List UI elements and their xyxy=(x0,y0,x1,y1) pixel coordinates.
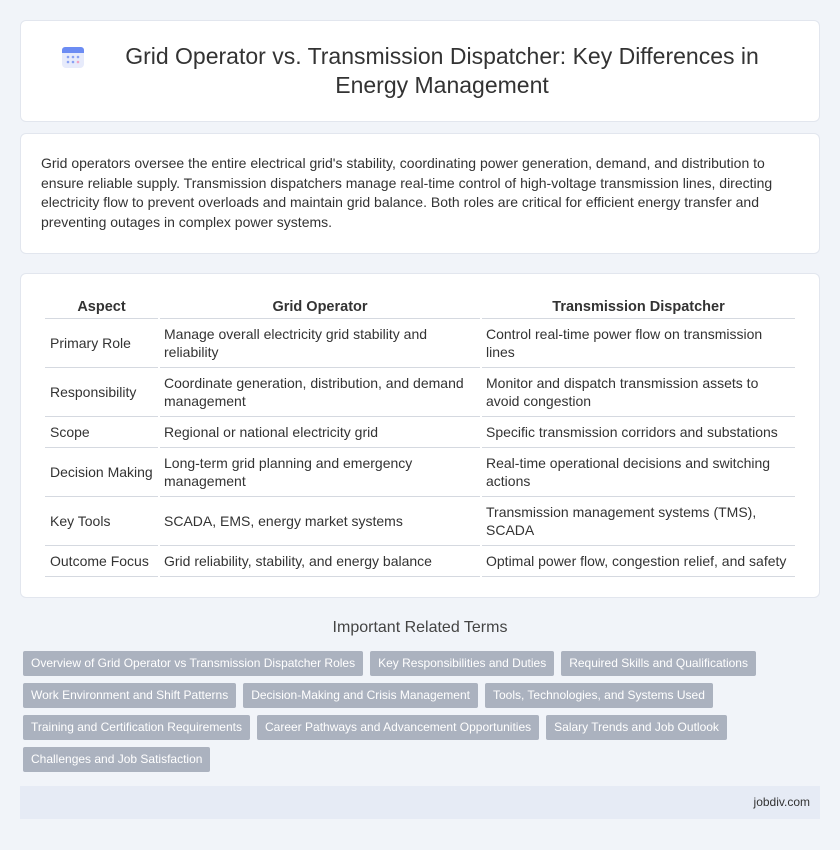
header-grid-operator: Grid Operator xyxy=(160,294,480,319)
table-row xyxy=(45,546,795,577)
related-term-tag[interactable]: Training and Certification Requirements xyxy=(23,715,250,740)
table-row xyxy=(45,497,795,546)
table-row xyxy=(45,319,795,368)
footer xyxy=(20,786,820,819)
row-transmission-dispatcher: Transmission management systems (TMS), SCADA xyxy=(482,497,795,546)
related-term-tag[interactable]: Challenges and Job Satisfaction xyxy=(23,747,210,772)
row-transmission-dispatcher: Specific transmission corridors and substations xyxy=(482,417,795,448)
related-terms-list xyxy=(23,651,803,779)
row-aspect: Scope xyxy=(45,417,158,448)
row-aspect: Decision Making xyxy=(45,448,158,497)
related-term-tag[interactable]: Work Environment and Shift Patterns xyxy=(23,683,236,708)
related-terms-title: Important Related Terms xyxy=(332,619,508,636)
related-term-tag[interactable]: Tools, Technologies, and Systems Used xyxy=(485,683,713,708)
table-row xyxy=(45,448,795,497)
title-card xyxy=(20,20,820,122)
row-aspect: Outcome Focus xyxy=(45,546,158,577)
row-grid-operator: SCADA, EMS, energy market systems xyxy=(160,497,480,546)
row-transmission-dispatcher: Control real-time power flow on transmission lines xyxy=(482,319,795,368)
table-row xyxy=(45,368,795,417)
row-grid-operator: Coordinate generation, distribution, and demand management xyxy=(160,368,480,417)
calendar-grid-icon xyxy=(61,45,85,69)
related-term-tag[interactable]: Career Pathways and Advancement Opportunities xyxy=(257,715,539,740)
table-row xyxy=(45,417,795,448)
row-grid-operator: Manage overall electricity grid stability and reliability xyxy=(160,319,480,368)
header-transmission-dispatcher: Transmission Dispatcher xyxy=(482,294,795,319)
row-grid-operator: Regional or national electricity grid xyxy=(160,417,480,448)
related-term-tag[interactable]: Overview of Grid Operator vs Transmission Dispatcher Roles xyxy=(23,651,363,676)
related-term-tag[interactable]: Key Responsibilities and Duties xyxy=(370,651,554,676)
comparison-card xyxy=(20,273,820,598)
header-aspect: Aspect xyxy=(45,294,158,319)
intro-paragraph: Grid operators oversee the entire electrical grid's stability, coordinating power generation, demand, and distribution to ensure reliable supply. Transmission dispatchers manage real-time control of high-voltage transmission lines, directing electricity flow to prevent overloads and maintain grid balance. Both roles are critical for efficient energy transfer and preventing outages in complex power systems. xyxy=(41,155,773,230)
page-title: Grid Operator vs. Transmission Dispatcher: Key Differences in Energy Management xyxy=(125,43,759,98)
table-header-row xyxy=(45,294,795,319)
row-aspect: Key Tools xyxy=(45,497,158,546)
comparison-table xyxy=(43,294,797,577)
row-transmission-dispatcher: Monitor and dispatch transmission assets to avoid congestion xyxy=(482,368,795,417)
row-aspect: Responsibility xyxy=(45,368,158,417)
row-transmission-dispatcher: Real-time operational decisions and switching actions xyxy=(482,448,795,497)
related-term-tag[interactable]: Decision-Making and Crisis Management xyxy=(243,683,478,708)
related-term-tag[interactable]: Salary Trends and Job Outlook xyxy=(546,715,727,740)
footer-site-link[interactable]: jobdiv.com xyxy=(753,795,810,809)
related-term-tag[interactable]: Required Skills and Qualifications xyxy=(561,651,756,676)
row-transmission-dispatcher: Optimal power flow, congestion relief, and safety xyxy=(482,546,795,577)
row-grid-operator: Grid reliability, stability, and energy balance xyxy=(160,546,480,577)
intro-card xyxy=(20,133,820,254)
row-grid-operator: Long-term grid planning and emergency management xyxy=(160,448,480,497)
row-aspect: Primary Role xyxy=(45,319,158,368)
